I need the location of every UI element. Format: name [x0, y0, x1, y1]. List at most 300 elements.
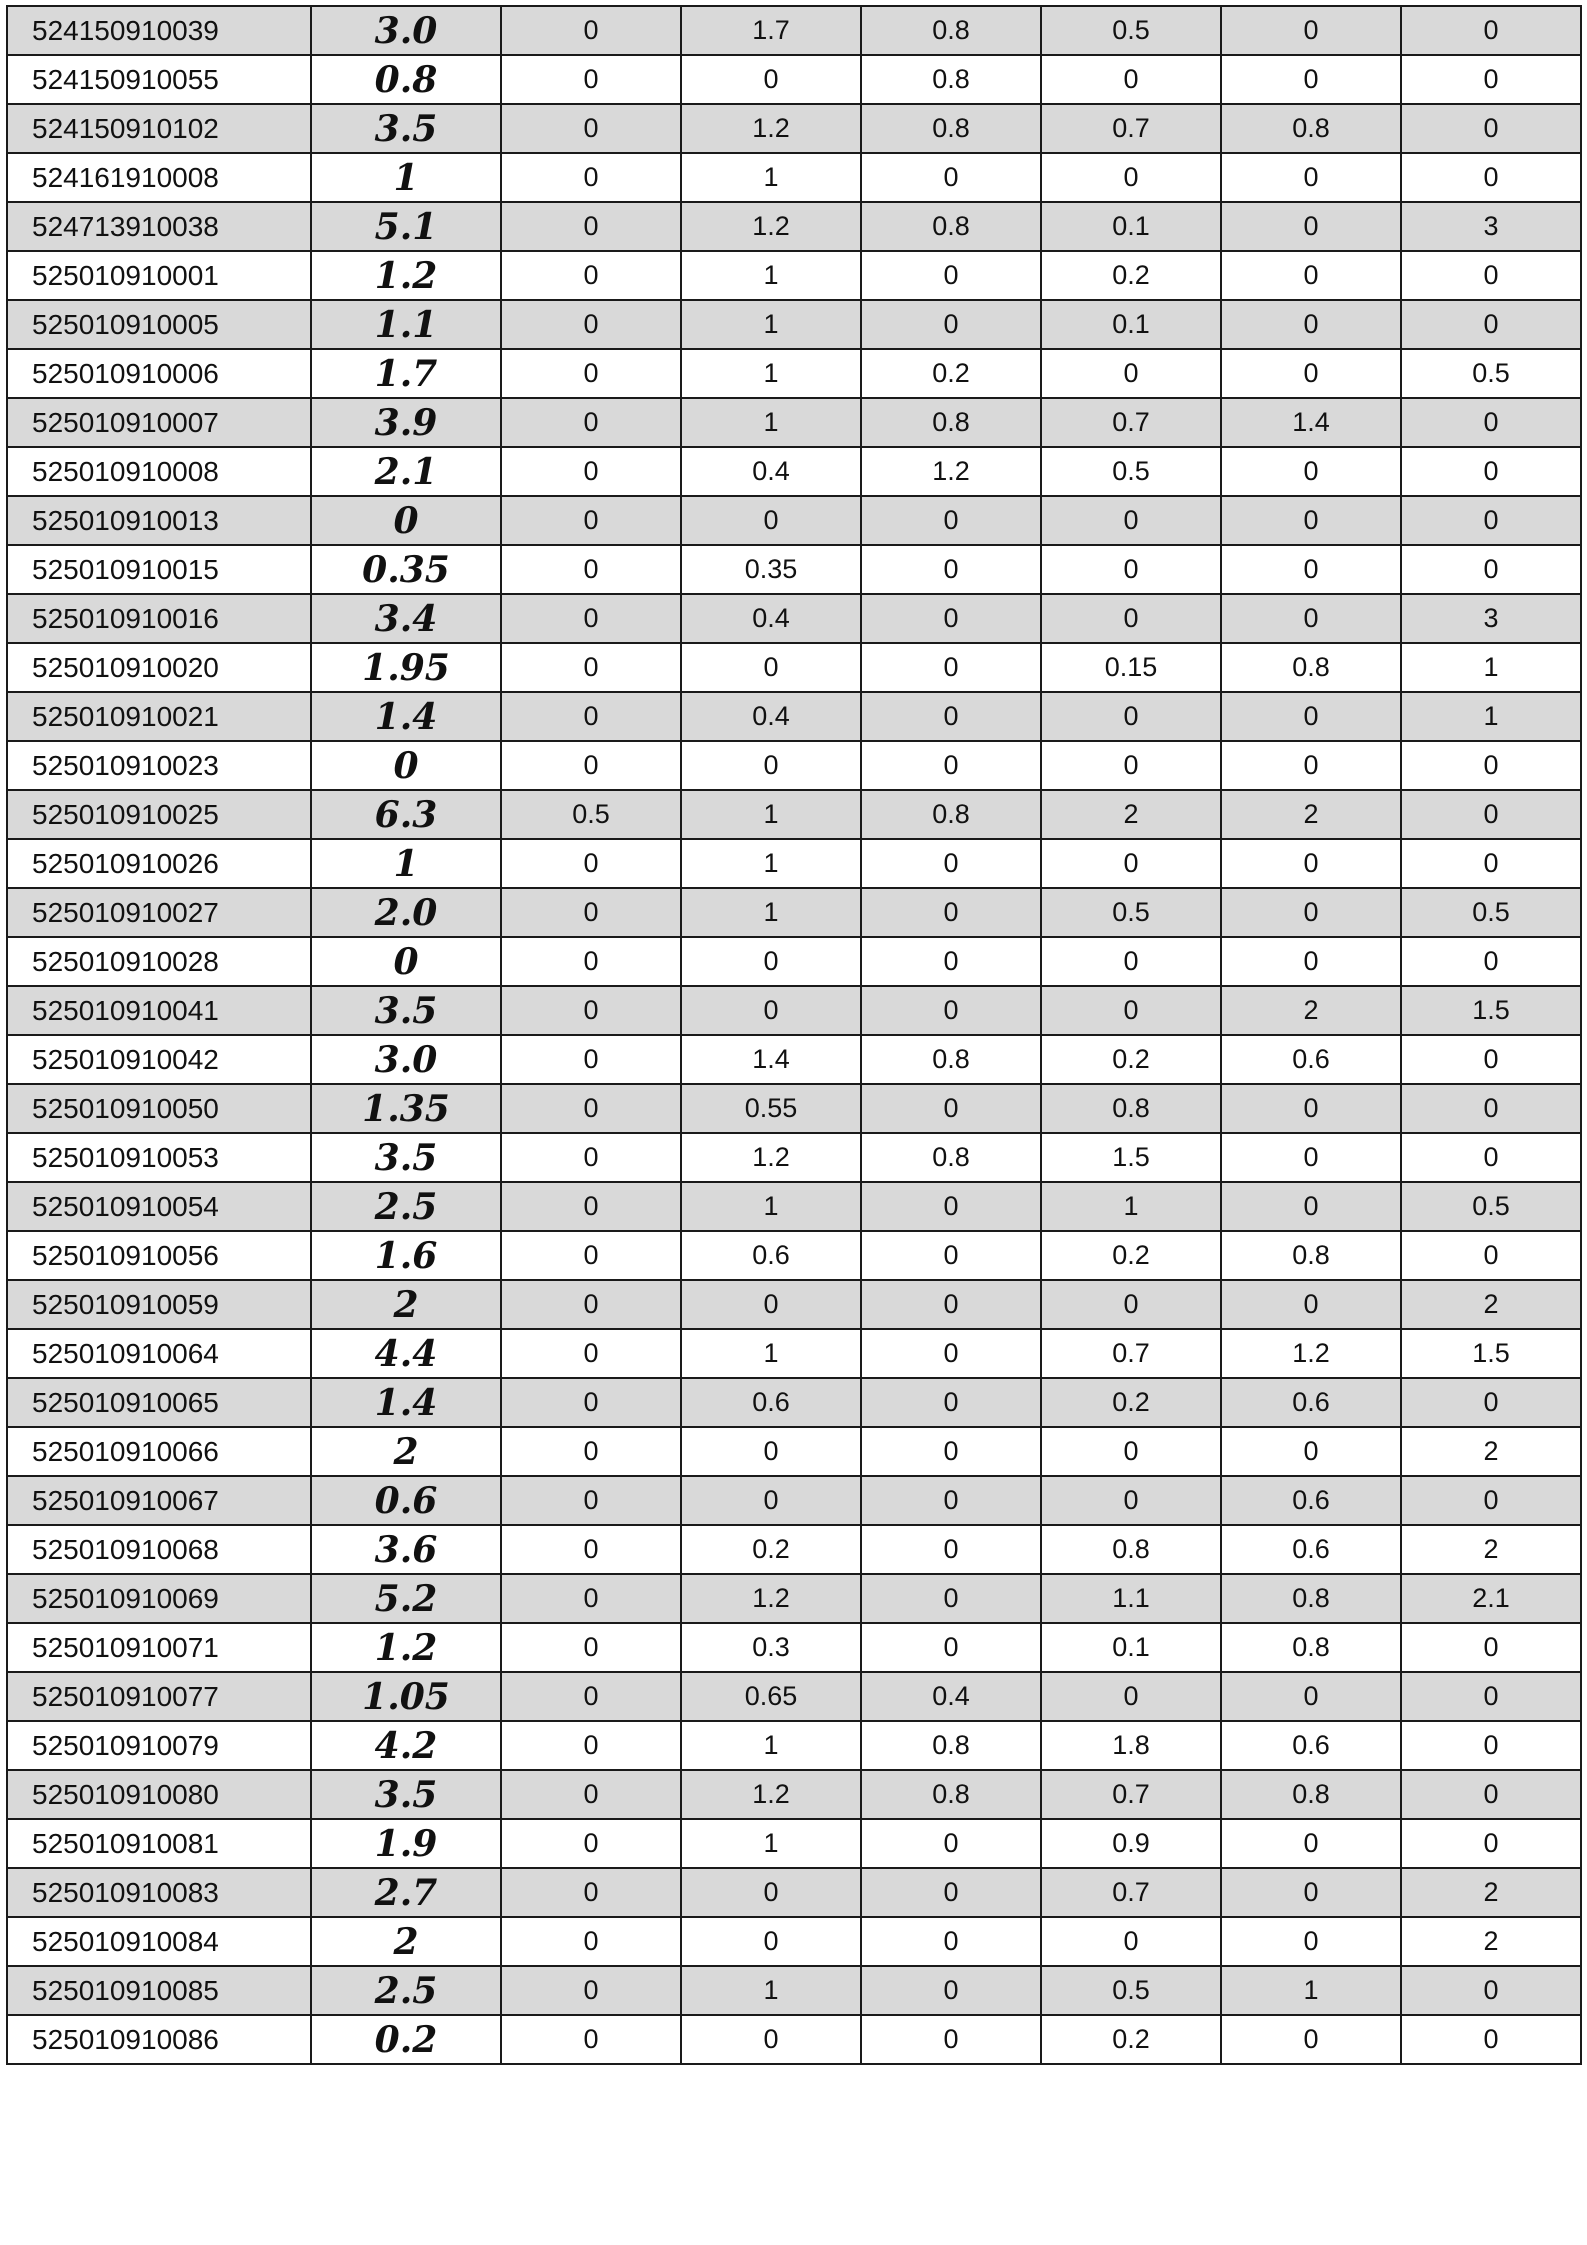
row-total-cell: 2.1 [311, 447, 501, 496]
value-cell: 0.7 [1041, 1329, 1221, 1378]
value-cell: 0.5 [1401, 1182, 1581, 1231]
value-cell: 0 [681, 643, 861, 692]
value-cell: 0 [501, 1378, 681, 1427]
value-cell: 1 [681, 839, 861, 888]
row-total-cell: 2 [311, 1280, 501, 1329]
value-cell: 0.6 [1221, 1476, 1401, 1525]
value-cell: 0 [501, 741, 681, 790]
value-cell: 0.1 [1041, 1623, 1221, 1672]
row-id-cell: 525010910027 [7, 888, 311, 937]
value-cell: 0 [861, 1917, 1041, 1966]
value-cell: 0 [501, 398, 681, 447]
value-cell: 0 [861, 986, 1041, 1035]
row-id-cell: 525010910013 [7, 496, 311, 545]
value-cell: 1.2 [1221, 1329, 1401, 1378]
value-cell: 0 [1221, 2015, 1401, 2064]
value-cell: 0 [501, 1182, 681, 1231]
value-cell: 0 [1401, 6, 1581, 55]
value-cell: 0 [681, 937, 861, 986]
value-cell: 0 [1041, 594, 1221, 643]
value-cell: 0 [861, 1819, 1041, 1868]
value-cell: 2 [1041, 790, 1221, 839]
table-row [7, 398, 1581, 447]
value-cell: 0.8 [1041, 1084, 1221, 1133]
value-cell: 0 [501, 1623, 681, 1672]
value-cell: 0.4 [681, 594, 861, 643]
value-cell: 3 [1401, 594, 1581, 643]
value-cell: 0.6 [1221, 1721, 1401, 1770]
row-id-cell: 525010910041 [7, 986, 311, 1035]
row-id-cell: 525010910006 [7, 349, 311, 398]
table-row [7, 1868, 1581, 1917]
value-cell: 0 [501, 1035, 681, 1084]
value-cell: 1 [681, 1819, 861, 1868]
value-cell: 0.8 [1221, 1770, 1401, 1819]
value-cell: 0.7 [1041, 1868, 1221, 1917]
value-cell: 0 [1041, 496, 1221, 545]
value-cell: 0 [501, 1280, 681, 1329]
row-total-cell: 3.5 [311, 986, 501, 1035]
value-cell: 0.7 [1041, 1770, 1221, 1819]
value-cell: 0.2 [861, 349, 1041, 398]
value-cell: 0 [1041, 1476, 1221, 1525]
value-cell: 0 [1401, 251, 1581, 300]
row-id-cell: 524150910055 [7, 55, 311, 104]
table-row [7, 1035, 1581, 1084]
value-cell: 1.2 [681, 1770, 861, 1819]
value-cell: 0 [501, 1868, 681, 1917]
value-cell: 0.5 [501, 790, 681, 839]
value-cell: 2 [1401, 1427, 1581, 1476]
value-cell: 0 [501, 986, 681, 1035]
row-id-cell: 525010910086 [7, 2015, 311, 2064]
table-row [7, 153, 1581, 202]
value-cell: 0.9 [1041, 1819, 1221, 1868]
row-total-cell: 1 [311, 839, 501, 888]
value-cell: 0 [681, 496, 861, 545]
row-id-cell: 524150910102 [7, 104, 311, 153]
value-cell: 0.8 [861, 1133, 1041, 1182]
value-cell: 0 [501, 1917, 681, 1966]
value-cell: 0.2 [1041, 1035, 1221, 1084]
value-cell: 0 [1041, 545, 1221, 594]
value-cell: 1.5 [1401, 986, 1581, 1035]
table-row [7, 1182, 1581, 1231]
value-cell: 0.6 [681, 1231, 861, 1280]
value-cell: 1 [1401, 692, 1581, 741]
value-cell: 0 [681, 1280, 861, 1329]
row-id-cell: 525010910056 [7, 1231, 311, 1280]
value-cell: 0 [1221, 888, 1401, 937]
value-cell: 0 [861, 1182, 1041, 1231]
row-id-cell: 525010910023 [7, 741, 311, 790]
table-row [7, 1231, 1581, 1280]
table-row [7, 1378, 1581, 1427]
value-cell: 0 [501, 1329, 681, 1378]
value-cell: 3 [1401, 202, 1581, 251]
value-cell: 0 [1401, 1819, 1581, 1868]
value-cell: 0 [1221, 1917, 1401, 1966]
value-cell: 0.5 [1401, 888, 1581, 937]
value-cell: 2 [1401, 1280, 1581, 1329]
value-cell: 0 [861, 153, 1041, 202]
row-id-cell: 525010910069 [7, 1574, 311, 1623]
row-total-cell: 0.8 [311, 55, 501, 104]
value-cell: 0 [1401, 1035, 1581, 1084]
value-cell: 0 [1401, 1672, 1581, 1721]
table-row [7, 1133, 1581, 1182]
row-total-cell: 5.2 [311, 1574, 501, 1623]
value-cell: 1 [1221, 1966, 1401, 2015]
value-cell: 0 [1221, 741, 1401, 790]
table-row [7, 1966, 1581, 2015]
table-row [7, 643, 1581, 692]
value-cell: 0 [861, 692, 1041, 741]
table-row [7, 251, 1581, 300]
value-cell: 1 [681, 398, 861, 447]
value-cell: 2 [1221, 986, 1401, 1035]
row-total-cell: 2.5 [311, 1966, 501, 2015]
value-cell: 0.8 [1221, 104, 1401, 153]
row-id-cell: 525010910065 [7, 1378, 311, 1427]
value-cell: 0 [1221, 349, 1401, 398]
table-row [7, 1574, 1581, 1623]
value-cell: 0 [1221, 251, 1401, 300]
row-id-cell: 525010910068 [7, 1525, 311, 1574]
value-cell: 0.8 [861, 6, 1041, 55]
row-total-cell: 0 [311, 741, 501, 790]
value-cell: 0 [501, 1966, 681, 2015]
row-total-cell: 3.9 [311, 398, 501, 447]
value-cell: 0 [1401, 447, 1581, 496]
row-id-cell: 525010910079 [7, 1721, 311, 1770]
value-cell: 0 [1401, 937, 1581, 986]
value-cell: 0 [1221, 1868, 1401, 1917]
value-cell: 1.5 [1401, 1329, 1581, 1378]
value-cell: 0 [861, 1868, 1041, 1917]
row-total-cell: 4.2 [311, 1721, 501, 1770]
row-total-cell: 1.9 [311, 1819, 501, 1868]
value-cell: 0 [1401, 1770, 1581, 1819]
value-cell: 0.8 [1221, 1231, 1401, 1280]
row-total-cell: 5.1 [311, 202, 501, 251]
row-id-cell: 525010910020 [7, 643, 311, 692]
value-cell: 1.2 [681, 1133, 861, 1182]
row-id-cell: 524161910008 [7, 153, 311, 202]
value-cell: 0 [1401, 1721, 1581, 1770]
value-cell: 0.8 [861, 1035, 1041, 1084]
value-cell: 0 [1041, 741, 1221, 790]
value-cell: 0 [681, 741, 861, 790]
row-total-cell: 3.0 [311, 6, 501, 55]
value-cell: 0 [861, 2015, 1041, 2064]
value-cell: 0 [1221, 839, 1401, 888]
row-total-cell: 0 [311, 937, 501, 986]
value-cell: 0 [501, 1819, 681, 1868]
value-cell: 0.1 [1041, 300, 1221, 349]
value-cell: 0 [861, 496, 1041, 545]
value-cell: 0 [1221, 1133, 1401, 1182]
row-total-cell: 2.0 [311, 888, 501, 937]
row-id-cell: 525010910028 [7, 937, 311, 986]
value-cell: 1 [681, 349, 861, 398]
value-cell: 0 [501, 153, 681, 202]
value-cell: 0 [1221, 6, 1401, 55]
row-id-cell: 525010910071 [7, 1623, 311, 1672]
row-id-cell: 525010910016 [7, 594, 311, 643]
value-cell: 0 [1041, 349, 1221, 398]
value-cell: 0.65 [681, 1672, 861, 1721]
value-cell: 0 [861, 1966, 1041, 2015]
value-cell: 0 [1401, 104, 1581, 153]
table-row [7, 1819, 1581, 1868]
value-cell: 0.8 [1041, 1525, 1221, 1574]
table-row [7, 839, 1581, 888]
value-cell: 0.5 [1041, 447, 1221, 496]
value-cell: 0 [501, 55, 681, 104]
value-cell: 0 [1041, 1280, 1221, 1329]
value-cell: 0 [681, 2015, 861, 2064]
value-cell: 0.2 [1041, 1378, 1221, 1427]
value-cell: 0 [501, 643, 681, 692]
value-cell: 0.6 [1221, 1035, 1401, 1084]
value-cell: 0.8 [861, 55, 1041, 104]
row-total-cell: 2.7 [311, 1868, 501, 1917]
value-cell: 0 [861, 839, 1041, 888]
value-cell: 0.7 [1041, 398, 1221, 447]
value-cell: 0 [501, 251, 681, 300]
value-cell: 1 [681, 1329, 861, 1378]
value-cell: 0 [501, 1525, 681, 1574]
value-cell: 0.35 [681, 545, 861, 594]
table-row [7, 1084, 1581, 1133]
value-cell: 1 [681, 251, 861, 300]
value-cell: 0.8 [861, 1770, 1041, 1819]
value-cell: 0 [681, 986, 861, 1035]
row-total-cell: 3.5 [311, 104, 501, 153]
value-cell: 0 [861, 937, 1041, 986]
row-total-cell: 3.0 [311, 1035, 501, 1084]
value-cell: 0.3 [681, 1623, 861, 1672]
value-cell: 0 [861, 1378, 1041, 1427]
row-total-cell: 0.2 [311, 2015, 501, 2064]
value-cell: 0.4 [681, 447, 861, 496]
value-cell: 0.2 [1041, 1231, 1221, 1280]
value-cell: 0 [501, 1427, 681, 1476]
value-cell: 0 [501, 104, 681, 153]
row-id-cell: 525010910084 [7, 1917, 311, 1966]
value-cell: 0.4 [861, 1672, 1041, 1721]
value-cell: 0 [861, 545, 1041, 594]
value-cell: 0 [1401, 741, 1581, 790]
row-total-cell: 1.1 [311, 300, 501, 349]
row-id-cell: 524150910039 [7, 6, 311, 55]
value-cell: 0 [861, 888, 1041, 937]
value-cell: 1.4 [681, 1035, 861, 1084]
value-cell: 0 [1221, 55, 1401, 104]
value-cell: 0 [501, 1721, 681, 1770]
value-cell: 0 [861, 1525, 1041, 1574]
value-cell: 0 [861, 300, 1041, 349]
row-id-cell: 525010910064 [7, 1329, 311, 1378]
value-cell: 0.8 [861, 104, 1041, 153]
value-cell: 1 [681, 153, 861, 202]
row-total-cell: 1.2 [311, 251, 501, 300]
table-row [7, 986, 1581, 1035]
data-table [6, 5, 1582, 2065]
value-cell: 0 [501, 1770, 681, 1819]
value-cell: 0 [1401, 496, 1581, 545]
value-cell: 0 [501, 6, 681, 55]
row-total-cell: 2 [311, 1427, 501, 1476]
row-total-cell: 3.6 [311, 1525, 501, 1574]
value-cell: 0.4 [681, 692, 861, 741]
value-cell: 0 [861, 1231, 1041, 1280]
table-row [7, 937, 1581, 986]
table-row [7, 1280, 1581, 1329]
value-cell: 0 [501, 839, 681, 888]
value-cell: 1.2 [681, 1574, 861, 1623]
value-cell: 0 [861, 1084, 1041, 1133]
row-id-cell: 525010910053 [7, 1133, 311, 1182]
value-cell: 0 [861, 594, 1041, 643]
value-cell: 0 [861, 1623, 1041, 1672]
value-cell: 1 [681, 790, 861, 839]
table-row [7, 692, 1581, 741]
table-row [7, 1476, 1581, 1525]
value-cell: 0 [501, 349, 681, 398]
value-cell: 0 [1221, 496, 1401, 545]
row-total-cell: 3.5 [311, 1133, 501, 1182]
value-cell: 1 [681, 300, 861, 349]
row-total-cell: 2.5 [311, 1182, 501, 1231]
value-cell: 0 [861, 741, 1041, 790]
value-cell: 0 [1401, 1378, 1581, 1427]
value-cell: 0 [1041, 55, 1221, 104]
row-total-cell: 2 [311, 1917, 501, 1966]
value-cell: 0 [501, 1133, 681, 1182]
value-cell: 0 [1041, 1917, 1221, 1966]
value-cell: 0 [1221, 1084, 1401, 1133]
value-cell: 1 [681, 888, 861, 937]
value-cell: 0.6 [681, 1378, 861, 1427]
value-cell: 1.1 [1041, 1574, 1221, 1623]
value-cell: 0 [1401, 1476, 1581, 1525]
value-cell: 0 [1401, 300, 1581, 349]
table-row [7, 202, 1581, 251]
value-cell: 0 [1041, 692, 1221, 741]
value-cell: 0.8 [861, 1721, 1041, 1770]
table-row [7, 1525, 1581, 1574]
table-row [7, 1672, 1581, 1721]
value-cell: 0 [1401, 153, 1581, 202]
value-cell: 0 [1041, 839, 1221, 888]
value-cell: 0 [861, 1329, 1041, 1378]
value-cell: 1 [1401, 643, 1581, 692]
value-cell: 0 [1401, 1133, 1581, 1182]
row-id-cell: 524713910038 [7, 202, 311, 251]
table-row [7, 1917, 1581, 1966]
value-cell: 1.2 [681, 104, 861, 153]
value-cell: 0 [861, 1427, 1041, 1476]
value-cell: 2 [1401, 1917, 1581, 1966]
value-cell: 2 [1221, 790, 1401, 839]
value-cell: 0 [1221, 1182, 1401, 1231]
value-cell: 0 [1401, 1623, 1581, 1672]
row-total-cell: 0 [311, 496, 501, 545]
table-row [7, 790, 1581, 839]
value-cell: 2 [1401, 1868, 1581, 1917]
value-cell: 0 [861, 643, 1041, 692]
row-total-cell: 4.4 [311, 1329, 501, 1378]
value-cell: 0 [1401, 1084, 1581, 1133]
row-id-cell: 525010910059 [7, 1280, 311, 1329]
row-id-cell: 525010910008 [7, 447, 311, 496]
row-id-cell: 525010910067 [7, 1476, 311, 1525]
value-cell: 0 [1401, 398, 1581, 447]
value-cell: 0 [861, 1476, 1041, 1525]
table-row [7, 55, 1581, 104]
row-total-cell: 0.35 [311, 545, 501, 594]
table-row [7, 1623, 1581, 1672]
value-cell: 0 [501, 496, 681, 545]
value-cell: 0 [501, 888, 681, 937]
value-cell: 0 [501, 937, 681, 986]
value-cell: 0 [501, 545, 681, 594]
value-cell: 1.7 [681, 6, 861, 55]
value-cell: 0 [1221, 153, 1401, 202]
row-id-cell: 525010910005 [7, 300, 311, 349]
value-cell: 0 [501, 692, 681, 741]
table-row [7, 6, 1581, 55]
table-row [7, 1427, 1581, 1476]
value-cell: 0.5 [1401, 349, 1581, 398]
value-cell: 0 [1401, 1966, 1581, 2015]
value-cell: 0.8 [1221, 1574, 1401, 1623]
value-cell: 0 [1401, 839, 1581, 888]
value-cell: 0.6 [1221, 1525, 1401, 1574]
table-row [7, 741, 1581, 790]
value-cell: 0 [1041, 153, 1221, 202]
row-id-cell: 525010910083 [7, 1868, 311, 1917]
row-id-cell: 525010910001 [7, 251, 311, 300]
value-cell: 0 [1221, 594, 1401, 643]
value-cell: 1.8 [1041, 1721, 1221, 1770]
value-cell: 0 [1401, 2015, 1581, 2064]
row-id-cell: 525010910042 [7, 1035, 311, 1084]
value-cell: 0 [1221, 937, 1401, 986]
value-cell: 0.2 [1041, 251, 1221, 300]
row-total-cell: 1.6 [311, 1231, 501, 1280]
value-cell: 0 [501, 1672, 681, 1721]
table-row [7, 1329, 1581, 1378]
value-cell: 0.5 [1041, 888, 1221, 937]
table-row [7, 300, 1581, 349]
value-cell: 1 [681, 1721, 861, 1770]
value-cell: 1.2 [681, 202, 861, 251]
value-cell: 2 [1401, 1525, 1581, 1574]
table-row [7, 594, 1581, 643]
row-total-cell: 3.4 [311, 594, 501, 643]
value-cell: 1.5 [1041, 1133, 1221, 1182]
value-cell: 2.1 [1401, 1574, 1581, 1623]
value-cell: 0.8 [861, 202, 1041, 251]
value-cell: 0.55 [681, 1084, 861, 1133]
row-id-cell: 525010910025 [7, 790, 311, 839]
value-cell: 0.8 [1221, 643, 1401, 692]
row-id-cell: 525010910007 [7, 398, 311, 447]
value-cell: 0.2 [681, 1525, 861, 1574]
